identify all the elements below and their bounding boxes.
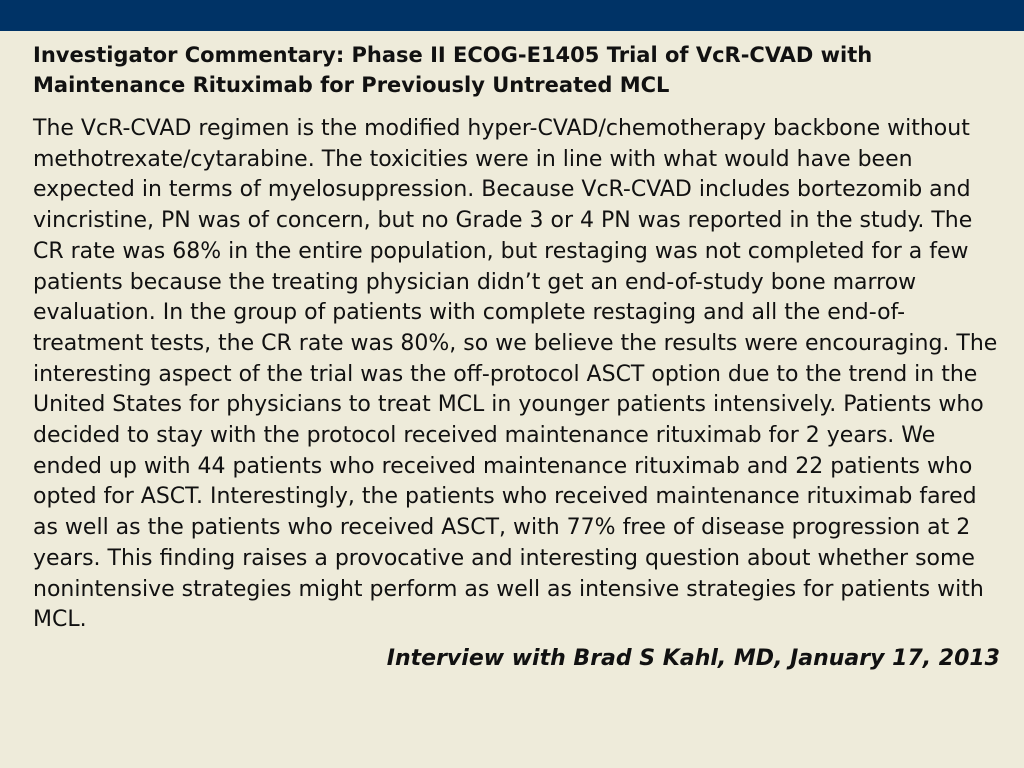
top-header-band xyxy=(0,0,1024,31)
interview-attribution: Interview with Brad S Kahl, MD, January 17, 2013 xyxy=(386,645,1000,671)
commentary-paragraph: The VcR-CVAD regimen is the modified hyper-CVAD/chemotherapy backbone without methotrexate/cytarabine. The toxicities were in line with what would have been expected in terms of myelosuppression. Because VcR-CVAD includes bortezomib and vincristine, PN was of concern, but no Grade 3 or 4 PN was reported in the study. The CR rate was 68% in the entire population, but restaging was not completed for a few patients because the treating physician didn’t get an end-of-study bone marrow evaluation. In the group of patients with complete restaging and all the end-of-treatment tests, the CR rate was 80%, so we believe the results were encouraging. The interesting aspect of the trial was the off-protocol ASCT option due to the trend in the United States for physicians to treat MCL in younger patients intensively. Patients who decided to stay with the protocol received maintenance rituximab for 2 years. We ended up with 44 patients who received maintenance rituximab and 22 patients who opted for ASCT. Interestingly, the patients who received maintenance rituximab fared as well as the patients who received ASCT, with 77% free of disease progression at 2 years. This finding raises a provocative and interesting question about whether some nonintensive strategies might perform as well as intensive strategies for patients with MCL. xyxy=(33,116,998,633)
slide-content xyxy=(33,40,1003,674)
slide-title: Investigator Commentary: Phase II ECOG-E1405 Trial of VcR-CVAD with Maintenance Rituximab for Previously Untreated MCL xyxy=(33,43,873,97)
